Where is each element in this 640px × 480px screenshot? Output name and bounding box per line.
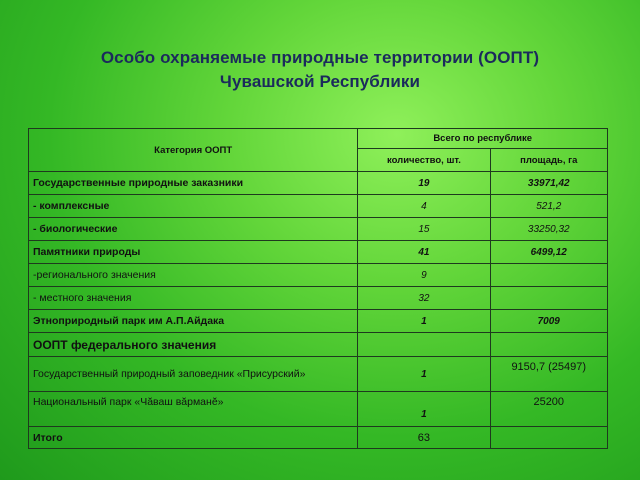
table-row [29, 427, 608, 449]
row-name: Памятники природы [29, 241, 358, 264]
row-name: -регионального значения [29, 264, 358, 287]
header-area: площадь, га [490, 149, 608, 172]
row-name: Итого [29, 427, 358, 449]
row-name: Национальный парк «Чăваш вăрманĕ» [29, 392, 358, 427]
table-row [29, 218, 608, 241]
row-name: - комплексные [29, 195, 358, 218]
row-area [490, 427, 608, 449]
row-name: ООПТ федерального значения [29, 333, 358, 357]
row-name: - местного значения [29, 287, 358, 310]
row-area: 6499,12 [490, 241, 608, 264]
row-area [490, 333, 608, 357]
row-count: 1 [358, 392, 490, 427]
row-count: 63 [358, 427, 490, 449]
row-area: 9150,7 (25497) [490, 357, 608, 392]
row-area: 33971,42 [490, 172, 608, 195]
row-name: Государственный природный заповедник «Присурский» [29, 357, 358, 392]
row-name: Государственные природные заказники [29, 172, 358, 195]
header-total-group: Всего по республике [358, 129, 608, 149]
row-area: 25200 [490, 392, 608, 427]
row-count: 1 [358, 310, 490, 333]
header-category: Категория ООПТ [29, 129, 358, 172]
header-count: количество, шт. [358, 149, 490, 172]
page-title [0, 46, 640, 94]
table-row [29, 287, 608, 310]
row-count: 19 [358, 172, 490, 195]
row-area [490, 264, 608, 287]
row-count: 1 [358, 357, 490, 392]
row-count: 15 [358, 218, 490, 241]
table-row [29, 264, 608, 287]
header-row-1 [29, 129, 608, 149]
table-row [29, 392, 608, 427]
oopt-table [28, 128, 608, 449]
title-line-2: Чувашской Республики [219, 72, 421, 91]
row-count [358, 333, 490, 357]
row-name: - биологические [29, 218, 358, 241]
row-area: 7009 [490, 310, 608, 333]
row-count: 9 [358, 264, 490, 287]
table-row [29, 333, 608, 357]
title-line-1: Особо охраняемые природные территории (ООПТ) [100, 48, 540, 67]
row-count: 41 [358, 241, 490, 264]
row-area: 33250,32 [490, 218, 608, 241]
row-count: 32 [358, 287, 490, 310]
table-row [29, 357, 608, 392]
row-area: 521,2 [490, 195, 608, 218]
row-area [490, 287, 608, 310]
row-count: 4 [358, 195, 490, 218]
table-row [29, 172, 608, 195]
table-row [29, 241, 608, 264]
table-row [29, 310, 608, 333]
row-name: Этноприродный парк им А.П.Айдака [29, 310, 358, 333]
table-row [29, 195, 608, 218]
